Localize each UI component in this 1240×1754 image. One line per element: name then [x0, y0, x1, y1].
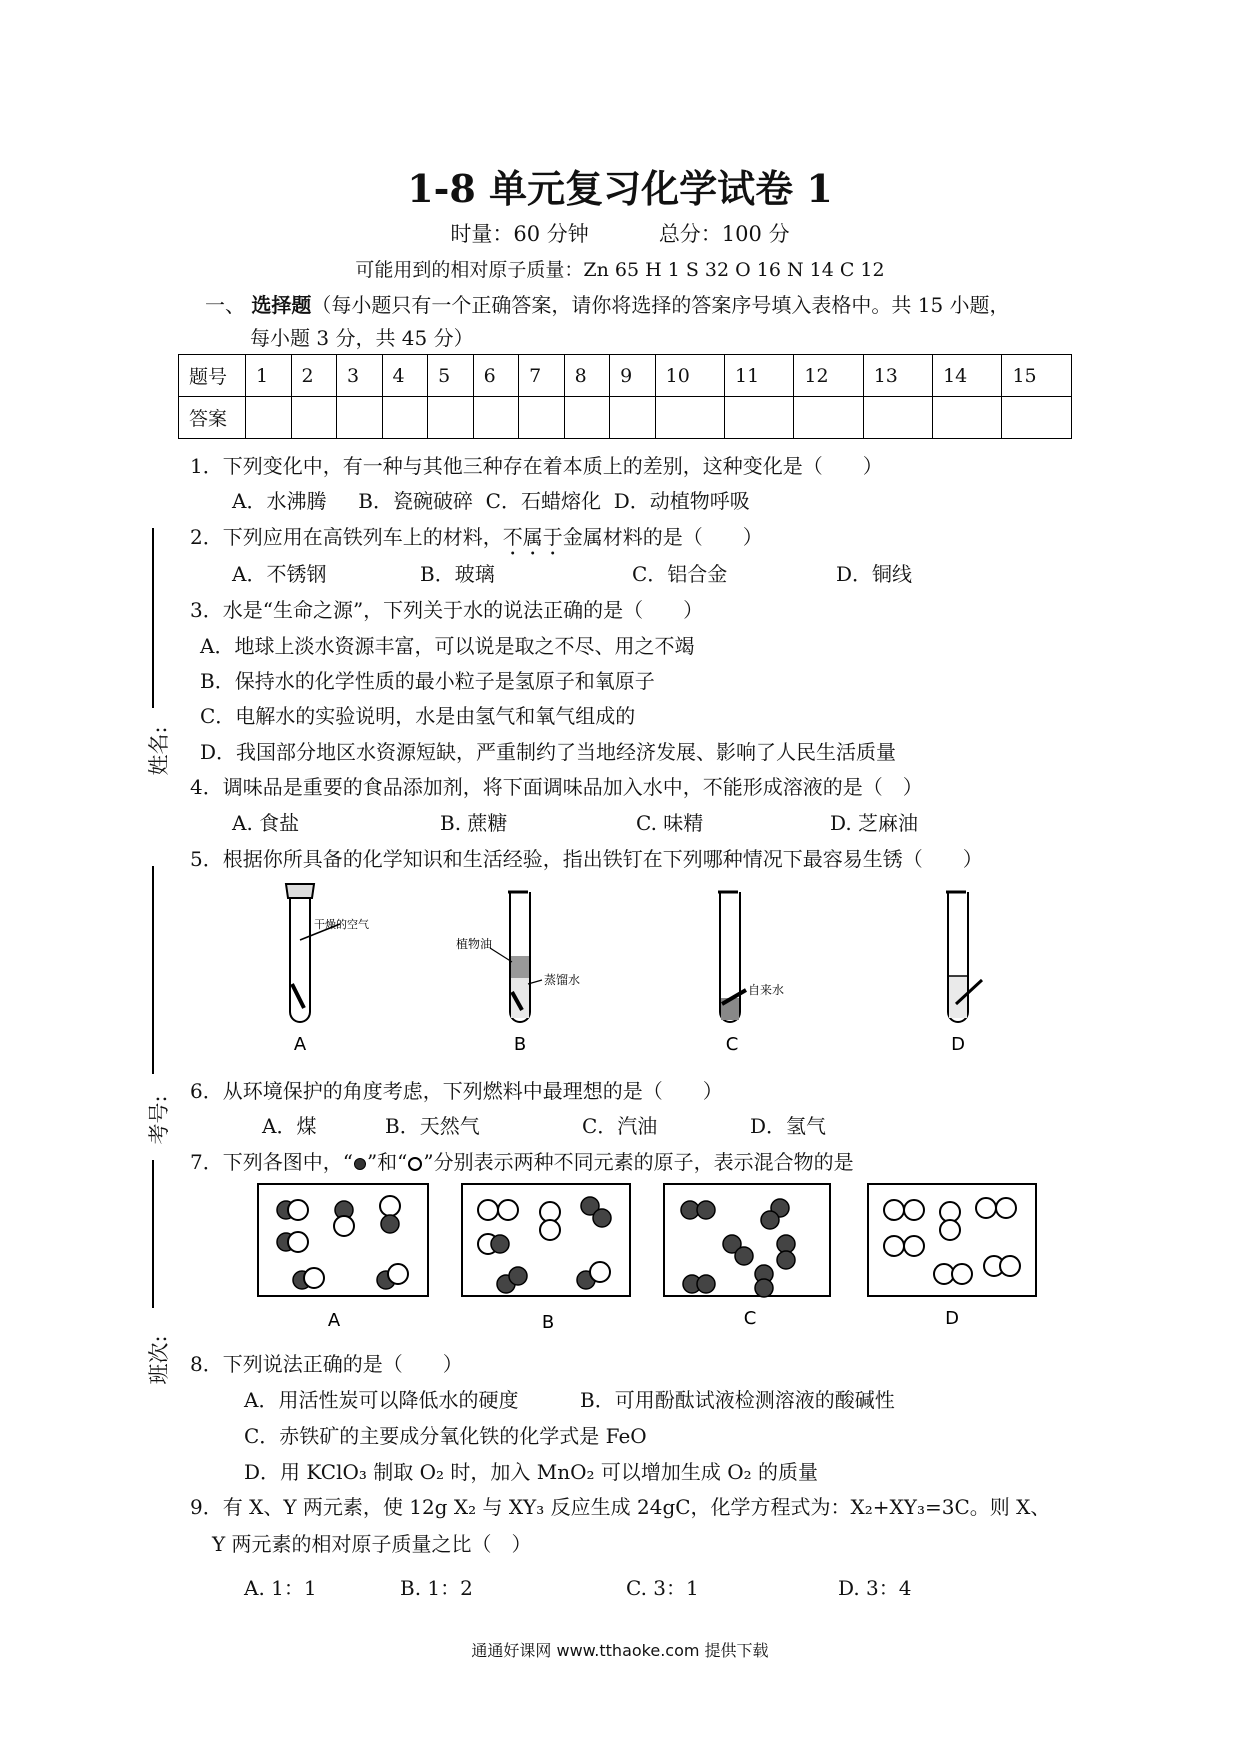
answer-cell[interactable]: [428, 397, 474, 439]
binding-line: [152, 1160, 154, 1308]
question-4-stem: 4．调味品是重要的食品添加剂，将下面调味品加入水中，不能形成溶液的是（ ）: [190, 775, 923, 799]
question-number-cell: 3: [337, 355, 383, 397]
answer-cell[interactable]: [794, 397, 863, 439]
question-9-stem-line2: Y 两元素的相对原子质量之比（ ）: [212, 1532, 532, 1556]
answer-cell[interactable]: [246, 397, 292, 439]
question-1-stem: 1．下列变化中，有一种与其他三种存在着本质上的差别，这种变化是（ ）: [190, 454, 883, 478]
row-label-number: 题号: [179, 355, 246, 397]
molecule-box-d: [868, 1184, 1036, 1296]
exam-meta: [0, 218, 1240, 248]
section-desc: （每小题只有一个正确答案，请你将选择的答案序号填入表格中。共 15 小题，: [311, 293, 1010, 317]
binding-line: [152, 866, 154, 1074]
side-label-name: 姓名:: [147, 726, 171, 776]
option: A．水沸腾: [232, 489, 327, 513]
option: C．石蜡熔化: [485, 489, 601, 513]
option: A．用活性炭可以降低水的硬度: [244, 1388, 519, 1412]
figure-label: B: [541, 1312, 555, 1330]
question-number-cell: 6: [473, 355, 519, 397]
molecule-figure: [250, 1180, 1070, 1330]
option: B．玻璃: [420, 562, 495, 586]
option: B．保持水的化学性质的最小粒子是氢原子和氧原子: [200, 669, 655, 693]
question-number-cell: 15: [1002, 355, 1072, 397]
question-number-cell: 13: [863, 355, 932, 397]
label-tap-water: 自来水: [748, 983, 785, 997]
option: D．动植物呼吸: [613, 489, 750, 513]
answer-cell[interactable]: [291, 397, 337, 439]
option: A．不锈钢: [232, 562, 327, 586]
question-number-cell: 4: [382, 355, 428, 397]
test-tube-a: [286, 884, 340, 1022]
option: B．天然气: [385, 1114, 480, 1138]
question-9-stem: 9．有 X、Y 两元素，使 12g X₂ 与 XY₃ 反应生成 24gC，化学方程式为：X₂+XY₃=3C。则 X、: [190, 1495, 1051, 1519]
option: C. 味精: [636, 811, 704, 835]
question-3-stem: 3．水是“生命之源”，下列关于水的说法正确的是（ ）: [190, 598, 704, 622]
molecule-box-a: [258, 1184, 428, 1296]
section-name: 选择题: [251, 293, 312, 317]
question-number-cell: 12: [794, 355, 863, 397]
section-heading: [205, 289, 1010, 318]
option: A．煤: [262, 1114, 317, 1138]
exam-time: 时量：60 分钟: [450, 222, 589, 246]
option: D．铜线: [836, 562, 913, 586]
test-tube-c: [718, 892, 746, 1022]
question-number-cell: 2: [291, 355, 337, 397]
label-distilled-water: 蒸馏水: [544, 973, 581, 987]
row-label-answer: 答案: [179, 397, 246, 439]
figure-label: A: [327, 1310, 341, 1330]
option: D. 3：4: [838, 1576, 912, 1600]
question-2-stem-part: 金属材料的是（ ）: [562, 525, 763, 549]
figure-label: D: [945, 1308, 959, 1329]
molecule-box-c: [664, 1184, 830, 1297]
option: B．可用酚酞试液检测溶液的酸碱性: [580, 1388, 895, 1412]
answer-cell[interactable]: [655, 397, 724, 439]
answer-cell[interactable]: [933, 397, 1002, 439]
side-label-exam-number: 考号:: [147, 1095, 171, 1145]
option: C．电解水的实验说明，水是由氢气和氧气组成的: [200, 704, 636, 728]
question-number-cell: 1: [246, 355, 292, 397]
question-7-stem-part: ”分别表示两种不同元素的原子，表示混合物的是: [423, 1150, 854, 1174]
question-2-emphasis: 不属于: [502, 525, 563, 549]
question-7-stem-part: 7．下列各图中，“: [190, 1150, 353, 1174]
option: B. 蔗糖: [440, 811, 508, 835]
option: C．汽油: [582, 1114, 658, 1138]
answer-cell[interactable]: [382, 397, 428, 439]
section-number: 一、: [205, 293, 245, 317]
question-number-cell: 11: [725, 355, 794, 397]
section-desc-line2: 每小题 3 分，共 45 分）: [250, 326, 474, 350]
answer-table-number-row: [179, 355, 1072, 397]
question-number-cell: 5: [428, 355, 474, 397]
option: D．我国部分地区水资源短缺，严重制约了当地经济发展、影响了人民生活质量: [200, 740, 897, 764]
option: B. 1：2: [400, 1576, 473, 1600]
question-number-cell: 7: [519, 355, 565, 397]
figure-label: B: [513, 1034, 527, 1055]
question-1-options: [232, 485, 750, 514]
figure-label: C: [725, 1034, 739, 1055]
answer-cell[interactable]: [863, 397, 932, 439]
answer-cell[interactable]: [337, 397, 383, 439]
option: B．瓷碗破碎: [358, 489, 473, 513]
molecule-box-b: [462, 1184, 630, 1296]
footer-source: 通通好课网 www.tthaoke.com 提供下载: [471, 1641, 769, 1660]
option: D．用 KClO₃ 制取 O₂ 时，加入 MnO₂ 可以增加生成 O₂ 的质量: [244, 1460, 819, 1484]
option: D. 芝麻油: [830, 811, 919, 835]
option: C．铝合金: [632, 562, 728, 586]
atomic-mass-note: 可能用到的相对原子质量：Zn 65 H 1 S 32 O 16 N 14 C 12: [355, 259, 885, 281]
label-vegetable-oil: 植物油: [456, 937, 493, 951]
question-8-stem: 8．下列说法正确的是（ ）: [190, 1352, 463, 1376]
answer-cell[interactable]: [610, 397, 656, 439]
test-tube-d: [946, 892, 982, 1022]
test-tube-b: [490, 892, 542, 1022]
hollow-atom-icon: [407, 1156, 423, 1172]
option: D．氢气: [750, 1114, 827, 1138]
question-5-stem: 5．根据你所具备的化学知识和生活经验，指出铁钉在下列哪种情况下最容易生锈（ ）: [190, 847, 983, 871]
answer-cell[interactable]: [564, 397, 610, 439]
figure-label: D: [951, 1034, 965, 1055]
question-number-cell: 9: [610, 355, 656, 397]
test-tube-figure: [260, 880, 1020, 1060]
binding-line: [152, 528, 154, 708]
answer-cell[interactable]: [1002, 397, 1072, 439]
question-2-stem-part: 2．下列应用在高铁列车上的材料，: [190, 525, 503, 549]
label-dry-air: 干燥的空气: [314, 918, 369, 931]
question-number-cell: 8: [564, 355, 610, 397]
option: C. 3：1: [626, 1576, 699, 1600]
side-label-class: 班次:: [147, 1335, 171, 1385]
question-number-cell: 14: [933, 355, 1002, 397]
question-7-stem: [190, 1146, 854, 1175]
question-number-cell: 10: [655, 355, 724, 397]
page-title: 1-8 单元复习化学试卷 1: [407, 166, 833, 211]
figure-label: C: [743, 1308, 757, 1329]
answer-table: [178, 354, 1072, 439]
question-6-stem: 6．从环境保护的角度考虑，下列燃料中最理想的是（ ）: [190, 1079, 723, 1103]
exam-total-score: 总分：100 分: [658, 222, 790, 246]
option: C．赤铁矿的主要成分氧化铁的化学式是 FeO: [244, 1424, 647, 1448]
answer-table-answer-row: [179, 397, 1072, 439]
figure-label: A: [293, 1034, 307, 1055]
answer-cell[interactable]: [519, 397, 565, 439]
filled-atom-icon: [353, 1157, 367, 1171]
option: A．地球上淡水资源丰富，可以说是取之不尽、用之不竭: [200, 634, 695, 658]
answer-cell[interactable]: [473, 397, 519, 439]
option: A. 1：1: [244, 1576, 317, 1600]
question-2-stem: [190, 521, 763, 560]
question-7-stem-part: ”和“: [366, 1150, 408, 1174]
option: A. 食盐: [232, 811, 300, 835]
answer-cell[interactable]: [725, 397, 794, 439]
